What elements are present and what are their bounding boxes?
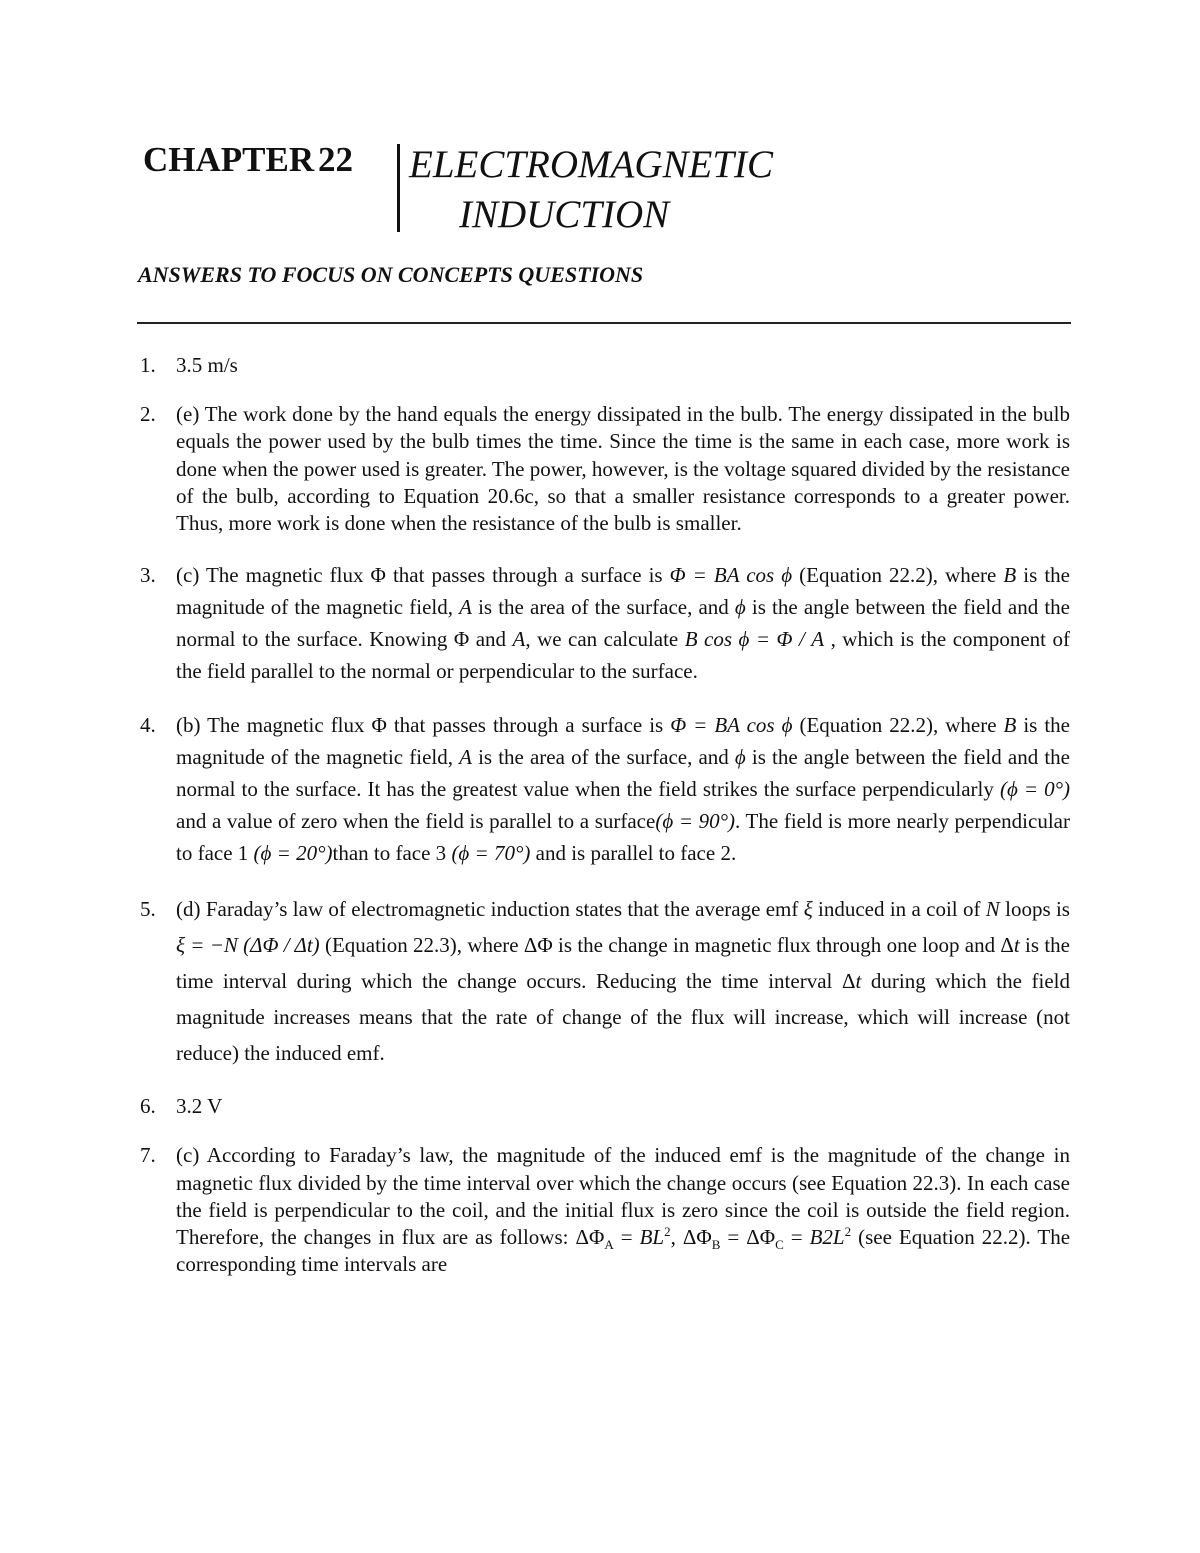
subscript-a: A xyxy=(604,1237,614,1253)
answer-text: (c) The magnetic flux Φ that passes through a surface is xyxy=(176,563,670,588)
section-heading: ANSWERS TO FOCUS ON CONCEPTS QUESTIONS xyxy=(138,262,644,287)
answer-text: is the magnitude of the magnetic field, xyxy=(176,563,1071,620)
variable-b: B xyxy=(1003,713,1017,738)
superscript-2: 2 xyxy=(664,1224,671,1240)
equals-sign: = xyxy=(613,1225,640,1250)
variable-phi: ϕ xyxy=(734,745,746,770)
answer-text: , which is the component of the field parallel to the normal or perpendicular to the surface. xyxy=(176,627,1070,684)
delta-flux-a: ΔΦ xyxy=(575,1225,605,1250)
superscript-2: 2 xyxy=(844,1224,852,1240)
answer-number: 4. xyxy=(140,713,156,738)
variable-xi: ξ xyxy=(803,897,813,922)
answer-text: is the time interval during which the change occurs. Reducing the time interval Δ xyxy=(176,933,1070,994)
angle-20-equation: (ϕ = 20°) xyxy=(253,841,333,866)
answer-6 xyxy=(140,1093,1070,1120)
answer-4 xyxy=(140,709,1070,869)
flux-bl: BL xyxy=(639,1225,665,1250)
variable-phi: ϕ xyxy=(734,595,746,620)
delta-flux-c: = ΔΦ xyxy=(720,1225,776,1250)
answer-number: 1. xyxy=(140,353,156,377)
answer-text: is the area of the surface, and xyxy=(471,745,735,770)
answer-text: and is parallel to face 2. xyxy=(530,841,737,866)
answer-text: 3.5 m/s xyxy=(176,353,238,377)
answer-text: (d) Faraday’s law of electromagnetic induction states that the average emf xyxy=(176,897,804,922)
answer-text: is the angle between the field and the normal to the surface. Knowing Φ and xyxy=(176,595,1070,652)
answer-2 xyxy=(140,401,1070,537)
variable-t: t xyxy=(855,969,862,994)
answer-number: 5. xyxy=(140,897,156,922)
subscript-c: C xyxy=(775,1237,784,1253)
answer-text: (see Equation 22.2). The corresponding time intervals are xyxy=(176,1225,1071,1277)
answer-7 xyxy=(140,1142,1070,1278)
answer-text: 3.2 V xyxy=(176,1094,223,1119)
answer-number: 7. xyxy=(140,1143,156,1168)
chapter-divider xyxy=(397,144,400,232)
chapter-title-line-2: INDUCTION xyxy=(459,193,670,236)
delta-flux-b: , ΔΦ xyxy=(670,1225,712,1250)
answer-3 xyxy=(140,559,1070,687)
answer-list xyxy=(140,352,1070,1300)
answer-text: loops is xyxy=(999,897,1070,922)
answer-text: (Equation 22.2), where xyxy=(792,713,1004,738)
answer-text: induced in a coil of xyxy=(812,897,986,922)
chapter-number: 22 xyxy=(318,140,353,179)
answer-5 xyxy=(140,891,1070,1071)
flux-b2l: B2L xyxy=(809,1225,845,1250)
answer-text: is the magnitude of the magnetic field, xyxy=(176,713,1070,770)
answer-text: (e) The work done by the hand equals the energy dissipated in the bulb. The energy dissipated in the bulb equals the power used by the bulb times the time. Since the time is the same in each case, more work is done when the power used is greater. The power, however, is the voltage squared divided by the resistance of the bulb, according to Equation 20.6c, so that a smaller resistance corresponds to a greater power. Thus, more work is done when the resistance of the bulb is smaller. xyxy=(176,402,1070,536)
faraday-equation: ξ = −N (ΔΦ / Δt) xyxy=(176,933,320,958)
variable-b: B xyxy=(1003,563,1017,588)
answer-number: 2. xyxy=(140,402,156,427)
variable-a: A xyxy=(459,745,472,770)
chapter-title xyxy=(409,140,773,240)
answer-number: 6. xyxy=(140,1094,156,1119)
answer-text: (Equation 22.2), where xyxy=(792,563,1004,588)
answer-text: than to face 3 xyxy=(332,841,452,866)
answer-text: is the area of the surface, and xyxy=(471,595,735,620)
equals-sign: = xyxy=(783,1225,810,1250)
horizontal-rule xyxy=(137,322,1071,324)
answer-text: (b) The magnetic flux Φ that passes through a surface is xyxy=(176,713,671,738)
angle-90-equation: (ϕ = 90°) xyxy=(655,809,736,834)
answer-text: (Equation 22.3), where ΔΦ is the change in magnetic flux through one loop and Δ xyxy=(319,933,1014,958)
answer-text: and a value of zero when the field is parallel to a surface xyxy=(176,809,656,834)
answer-text: during which the field magnitude increases means that the rate of change of the flux will increase, which will increase (not reduce) the induced emf. xyxy=(176,969,1070,1066)
answer-1 xyxy=(140,352,1070,379)
variable-a: A xyxy=(459,595,472,620)
variable-n: N xyxy=(985,897,1000,922)
answer-text: (c) According to Faraday’s law, the magnitude of the induced emf is the magnitude of the change in magnetic flux divided by the time interval over which the change occurs (see Equation 22.3). In each case the field is perpendicular to the coil, and the initial flux is zero since the coil is outside the field region. Therefore, the changes in flux are as follows: xyxy=(176,1143,1070,1250)
answer-text: is the angle between the field and the normal to the surface. It has the greatest value when the field strikes the surface perpendicularly xyxy=(176,745,1070,802)
chapter-label: CHAPTER xyxy=(143,140,315,179)
variable-a: A xyxy=(512,627,526,652)
variable-t: t xyxy=(1013,933,1020,958)
angle-0-equation: (ϕ = 0°) xyxy=(999,777,1070,802)
chapter-title-line-1: ELECTROMAGNETIC xyxy=(409,143,774,186)
flux-equation: Φ = BA cos ϕ xyxy=(670,713,793,738)
answer-number: 3. xyxy=(140,563,156,588)
subscript-b: B xyxy=(711,1237,721,1253)
flux-equation: Φ = BA cos ϕ xyxy=(669,563,793,588)
answer-text: . The field is more nearly perpendicular to face 1 xyxy=(176,809,1070,866)
field-component-equation: B cos ϕ = Φ / A xyxy=(684,627,825,652)
angle-70-equation: (ϕ = 70°) xyxy=(451,841,531,866)
answer-text: , we can calculate xyxy=(525,627,685,652)
